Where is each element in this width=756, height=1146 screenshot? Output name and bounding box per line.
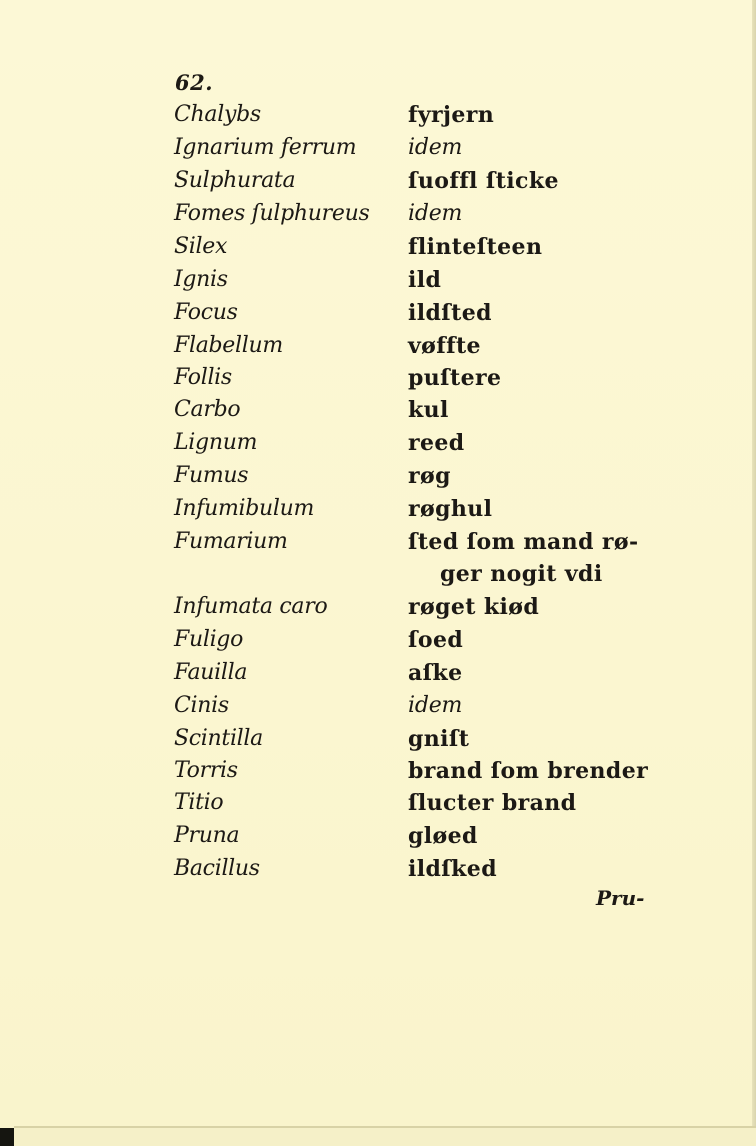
catchword: Pru- (596, 886, 645, 910)
latin-term: Fumus (174, 463, 249, 488)
danish-term: ildſked (408, 856, 497, 882)
danish-term: brand ſom brender (408, 758, 649, 784)
latin-term: Infumibulum (174, 496, 315, 521)
danish-term: aſke (408, 660, 463, 686)
danish-term: puſtere (408, 365, 502, 391)
latin-term: Sulphurata (174, 168, 296, 193)
danish-term: røget kiød (408, 594, 540, 620)
latin-term: Bacillus (174, 856, 260, 881)
danish-term: ild (408, 267, 442, 293)
danish-term: fyrjern (408, 102, 495, 128)
danish-term: røg (408, 463, 451, 489)
latin-term: Scintilla (174, 726, 263, 751)
latin-term: Chalybs (174, 102, 261, 127)
latin-term: Fomes ſulphureus (174, 201, 370, 226)
danish-term: idem (408, 693, 463, 718)
latin-term: Fuligo (174, 627, 244, 652)
danish-term: ſoed (408, 627, 464, 653)
latin-term: Titio (174, 790, 224, 815)
danish-term: røghul (408, 496, 493, 522)
danish-term: ſuoffl ſticke (408, 168, 559, 194)
latin-term: Focus (174, 300, 238, 325)
latin-term: Flabellum (174, 333, 283, 358)
danish-term: ſted ſom mand rø- (408, 529, 639, 555)
danish-term: vøffte (408, 333, 481, 359)
danish-term: idem (408, 135, 463, 160)
latin-term: Torris (174, 758, 238, 783)
danish-term: flinteſteen (408, 234, 543, 260)
danish-term-continuation: ger nogit vdi (440, 561, 603, 587)
latin-term: Carbo (174, 397, 241, 422)
latin-term: Ignarium ferrum (174, 135, 357, 160)
latin-term: Follis (174, 365, 232, 390)
danish-term: ſlucter brand (408, 790, 577, 816)
latin-term: Cinis (174, 693, 229, 718)
latin-term: Silex (174, 234, 228, 259)
danish-term: reed (408, 430, 465, 456)
danish-term: gløed (408, 823, 478, 849)
latin-term: Lignum (174, 430, 258, 455)
danish-term: ildſted (408, 300, 492, 326)
danish-term: idem (408, 201, 463, 226)
latin-term: Fauilla (174, 660, 248, 685)
latin-term: Pruna (174, 823, 240, 848)
danish-term: kul (408, 397, 449, 423)
danish-term: gniſt (408, 726, 470, 752)
page-number: 62. (175, 70, 214, 95)
latin-term: Fumarium (174, 529, 288, 554)
latin-term: Ignis (174, 267, 228, 292)
latin-term: Infumata caro (174, 594, 328, 619)
